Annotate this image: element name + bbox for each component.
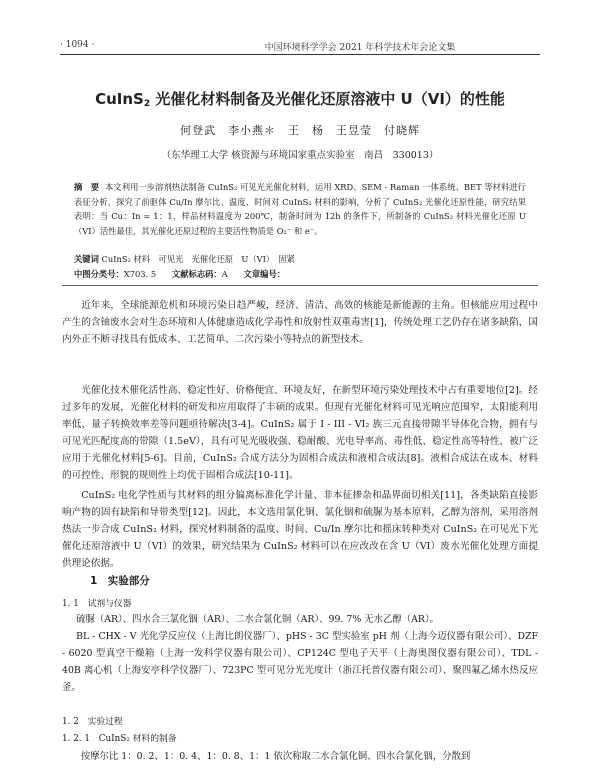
affiliation: （东华理工大学 核资源与环境国家重点实验室 南昌 330013） bbox=[161, 150, 439, 161]
materials-list bbox=[62, 611, 538, 696]
abstract-label: 摘 要 bbox=[74, 182, 100, 192]
keywords bbox=[74, 253, 526, 265]
instruments-text: BL - CHX - V 光化学反应仪（上海比朗仪器厂）、pHS - 3C 型实验室 pH 剂（上海今迈仪器有限公司）、DZF - 6020 型真空干燥箱（上海一发科学仪器有限公司）、CP124C 型电子天平（上海奥图仪器有限公司）、TDL - 40B 离心机（上海安亭科学仪器厂）、723PC 型可见分光光度计（浙江托普仪器有限公司）、聚四氟乙烯水热反应釜。 bbox=[62, 631, 538, 693]
clc-label: 中图分类号： bbox=[74, 269, 124, 279]
paragraph-1: 近年来，全球能源危机和环境污染日趋严峻，经济、清洁、高效的核能是新能源的主角。但核能应用过程中产生的含铀废水会对生态环境和人体健康造成化学毒性和放射性双重毒害[1]，传统处理工艺仍存在诸多缺陷，国内外正不断寻找具有低成本、工艺简单、二次污染小等特点的新型技术。 bbox=[62, 300, 538, 345]
running-header bbox=[60, 36, 540, 55]
page-number: · 1094 · bbox=[60, 40, 95, 50]
doc-code-value: A bbox=[221, 269, 228, 279]
title-prefix: CuInS bbox=[95, 90, 144, 108]
paper-title bbox=[30, 88, 570, 109]
conference-name: 中国环境科学学会 2021 年科学技术年会论文集 bbox=[264, 43, 456, 53]
section-heading-1: 1 实验部分 bbox=[90, 575, 150, 587]
abstract bbox=[74, 180, 526, 238]
paragraph-last-line: 按摩尔比 1：0. 2、1：0. 4、1：0. 8、1：1 依次称取二水合氯化铜、四水合氯化铟，分散到 bbox=[80, 751, 471, 762]
clc-value: X703. 5 bbox=[123, 269, 157, 279]
paragraph-2: 光催化技术催化活性高、稳定性好、价格便宜、环境友好，在新型环境污染处理技术中占有重要地位[2]。经过多年的发展，光催化材料的研发和应用取得了丰硕的成果。但现有光催化材料可见光响应范围窄，太阳能利用率低，量子转换效率差等问题亟待解决[3-4]。CuInS₂ 属于 I - III - VI₂ 族三元直接带隙半导体化合物，拥有与可见光匹配度高的带隙（1.5eV），具有可见光吸收强、稳耐酸、光电导率高、毒性低、稳定性高等特性，被广泛应用于光催化材料[5-6]。目前，CuInS₂ 合成方法分为固相合成法和液相合成法[8]。液相合成法在成本、材料的可控性、形貌的规则性上均优于固相合成法[10-11]。 bbox=[62, 385, 538, 481]
keywords-label: 关键词 bbox=[74, 254, 99, 264]
subsection-heading-1-2-1: 1. 2. 1 CuInS₂ 材料的制备 bbox=[62, 734, 177, 744]
title-suffix: 光催化材料制备及光催化还原溶液中 U（VI）的性能 bbox=[150, 90, 505, 108]
keywords-text: CuInS₂ 材料 可见光 光催化还原 U（VI） 固紧 bbox=[101, 254, 295, 264]
authors: 何登武 李小燕＊ 王 杨 王昱莹 付晓辉 bbox=[180, 124, 420, 137]
reagents-line: 硫脲（AR）、四水合三氯化铟（AR）、二水合氯化铜（AR）、99. 7% 无水乙醇（AR）。 bbox=[76, 614, 439, 625]
article-number-label: 文章编号： bbox=[243, 269, 286, 279]
subsection-heading-1-2: 1. 2 实验过程 bbox=[62, 717, 123, 727]
abstract-text: 本文利用一步溶剂热法制备 CuInS₂ 可见光光催化材料，运用 XRD、SEM - Raman 一体系统、BET 等材料进行表征分析，探究了前驱体 Cu/In 摩尔比、温度、时间对 CuInS₂ 材料的影响，分析了 CuInS₂ 光催化还原性能，研究结果表明：当 Cu：In = 1：1，样品材料温度为 200℃，制备时间为 12h 的条件下，所制备的 CuInS₂ 材料光催化还原 U（VI）活性最佳，其光催化还原过程的主要活性物质是 O₂⁻ 和 e⁻。 bbox=[74, 182, 526, 236]
paragraph-3: CuInS₂ 电化学性质与其材料的组分偏离标准化学计量、非本征掺杂和晶界面切相关[11]，各类缺陷直接影响产物的固有缺陷和导带类型[12]。因此，本文选用氯化铜、氯化铟和硫脲为基本原料，乙醇为溶剂，采用溶剂热法一步合成 CuInS₂ 材料，探究材料制备的温度、时间、Cu/In 摩尔比和摇床转种类对 CuInS₂ 在可见光下光催化还原溶液中 U（VI）的效果，研究结果为 CuInS₂ 材料可以在应改改在含 U（VI）废水光催化处理方面提供理论依据。 bbox=[62, 490, 538, 569]
title-subscript: 2 bbox=[143, 99, 151, 109]
doc-code-label: 文献标志码： bbox=[171, 269, 222, 279]
divider bbox=[62, 285, 538, 286]
classification-line bbox=[74, 268, 526, 280]
subsection-heading-1-1: 1. 1 试剂与仪器 bbox=[62, 599, 132, 609]
